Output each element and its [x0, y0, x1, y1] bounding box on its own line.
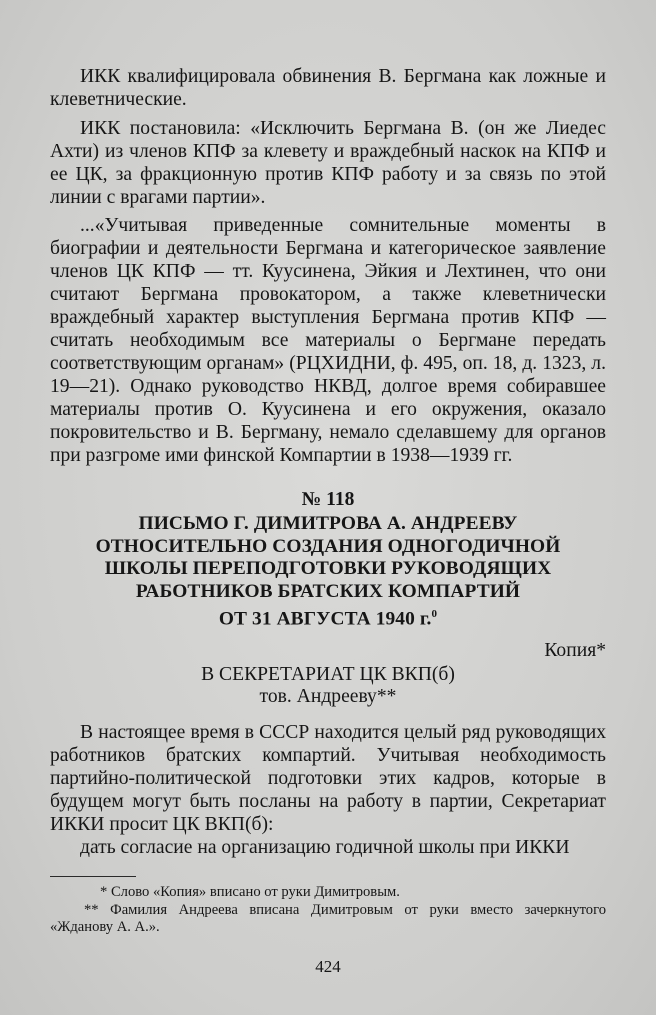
addressee-line: тов. Андрееву** [259, 685, 397, 707]
letter-body [50, 722, 606, 865]
addressee [50, 664, 606, 707]
title-date: ОТ 31 АВГУСТА 1940 г. [218, 608, 432, 630]
title-note-mark: 0 [431, 608, 438, 621]
paragraph: ИКК постановила: «Исключить Бергмана В. (он же Лиедес Ахти) из членов КПФ за клевету и враждебный наскок на КПФ и ее ЦК, за фракционную против КПФ работу и за связь по этой линии с врагами партии». [50, 117, 606, 208]
title-line: ШКОЛЫ ПЕРЕПОДГОТОВКИ РУКОВОДЯЩИХ [104, 558, 552, 580]
title-line: ОТНОСИТЕЛЬНО СОЗДАНИЯ ОДНОГОДИЧНОЙ [95, 535, 561, 557]
document-number: № 118 [301, 489, 355, 510]
footnote-divider [50, 876, 136, 877]
title-line: РАБОТНИКОВ БРАТСКИХ КОМПАРТИЙ [135, 580, 521, 602]
title-line: ПИСЬМО Г. ДИМИТРОВА А. АНДРЕЕВУ [138, 513, 518, 534]
paragraph: ИКК квалифицировала обвинения В. Бергмана как ложные и клеветнические. [50, 66, 606, 110]
page-number: 424 [315, 957, 341, 976]
footnote: ** Фамилия Андреева вписана Димитровым от руки вместо зачеркнутого «Жданову А. А.». [50, 901, 606, 935]
document-title [70, 513, 586, 631]
paragraph: В настоящее время в СССР находится целый ряд руководящих работников братских компартий. Учитывая необходимость партийно-политической подготовки этих кадров, которые в будущем могут быть посланы на работу в партии, Секретариат ИККИ просит ЦК ВКП(б): [50, 722, 606, 835]
upper-text [50, 66, 606, 473]
title-date-line [70, 603, 586, 631]
paragraph: ...«Учитывая приведенные сомнительные моменты в биографии и деятельности Бергмана и категорическое заявление членов ЦК КПФ — тт. Куусинена, Эйкия и Лехтинен, что они считают Бергмана провокатором, а также клеветнически враждебный характер выступления Бергмана против КПФ — считать необходимым все материалы о Бергмане передать соответствующим органам» (РЦХИДНИ, ф. 495, оп. 18, д. 1323, л. 19—21). Однако руководство НКВД, долгое время собиравшее материалы против О. Куусинена и его окружения, оказало покровительство и В. Бергману, немало сделавшему для органов при разгроме ими финской Компартии в 1938—1939 гг. [50, 215, 606, 466]
paragraph: дать согласие на организацию годичной школы при ИККИ [80, 836, 570, 858]
footnotes [50, 884, 606, 937]
addressee-line: В СЕКРЕТАРИАТ ЦК ВКП(б) [201, 664, 455, 685]
copy-mark: Копия* [544, 640, 606, 661]
footnote: * Слово «Копия» вписано от руки Димитровым. [100, 884, 400, 900]
